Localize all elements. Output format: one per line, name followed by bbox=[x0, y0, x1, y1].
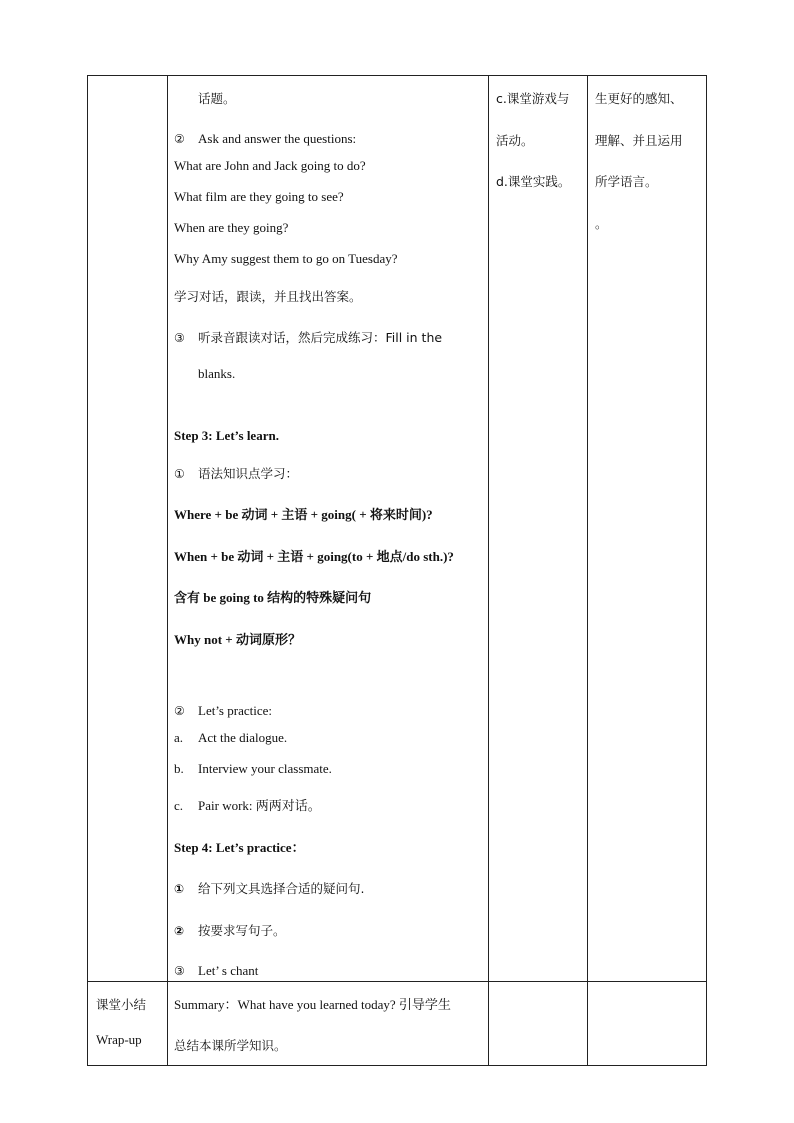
step4-item-text: Let’ s chant bbox=[198, 963, 259, 978]
question-line: Why Amy suggest them to go on Tuesday? bbox=[174, 251, 398, 266]
question-line: What film are they going to see? bbox=[174, 189, 344, 204]
method-line: d.课堂实践。 bbox=[496, 174, 571, 189]
practice-item-marker: c. bbox=[174, 798, 184, 813]
wrapup-summary-line-1: Summary：What have you learned today? 引导学生 bbox=[174, 997, 451, 1012]
column-divider bbox=[587, 75, 588, 1066]
purpose-line: 。 bbox=[595, 216, 608, 231]
wrapup-label-cn: 课堂小结 bbox=[96, 997, 147, 1012]
grammar-marker: ① bbox=[174, 467, 185, 481]
step4-item-text: 按要求写句子。 bbox=[198, 923, 286, 938]
step4-item-marker: ③ bbox=[174, 964, 185, 978]
listen-line-2: blanks. bbox=[198, 366, 236, 381]
practice-marker: ② bbox=[174, 704, 185, 718]
table-left-border bbox=[87, 75, 88, 1066]
table-bottom-border bbox=[87, 1065, 707, 1066]
practice-item-marker: b. bbox=[174, 761, 184, 776]
step4-item-marker: ② bbox=[174, 924, 185, 938]
qa-marker: ② bbox=[174, 132, 185, 146]
practice-heading: Let’s practice: bbox=[198, 703, 272, 718]
step3-title: Step 3: Let’s learn. bbox=[174, 428, 279, 443]
column-divider bbox=[488, 75, 489, 1066]
column-divider bbox=[167, 75, 168, 1066]
grammar-rule: Why not + 动词原形？ bbox=[174, 632, 301, 647]
purpose-line: 理解、并且运用 bbox=[595, 133, 683, 148]
table-right-border bbox=[706, 75, 707, 1066]
grammar-rule: Where + be 动词 + 主语 + going( + 将来时间)? bbox=[174, 507, 433, 522]
practice-item-marker: a. bbox=[174, 730, 184, 745]
practice-item-text: Act the dialogue. bbox=[198, 730, 288, 745]
practice-item-text: Interview your classmate. bbox=[198, 761, 332, 776]
wrapup-summary-line-2: 总结本课所学知识。 bbox=[174, 1038, 287, 1053]
grammar-rule: When + be 动词 + 主语 + going(to + 地点/do sth.)? bbox=[174, 549, 454, 564]
qa-note: 学习对话，跟读，并且找出答案。 bbox=[174, 289, 362, 304]
method-line: 活动。 bbox=[496, 133, 534, 148]
row-divider bbox=[87, 981, 707, 982]
listen-marker: ③ bbox=[174, 331, 185, 345]
step4-item-marker: ① bbox=[174, 882, 185, 896]
question-line: What are John and Jack going to do? bbox=[174, 158, 366, 173]
purpose-line: 生更好的感知、 bbox=[595, 91, 683, 106]
step4-title: Step 4: Let’s practice： bbox=[174, 840, 305, 855]
qa-heading: Ask and answer the questions: bbox=[198, 131, 357, 146]
method-line: c.课堂游戏与 bbox=[496, 91, 570, 106]
grammar-heading: 语法知识点学习： bbox=[198, 466, 299, 481]
table-top-border bbox=[87, 75, 707, 76]
step4-item-text: 给下列文具选择合适的疑问句. bbox=[198, 881, 365, 896]
listen-line-1: 听录音跟读对话，然后完成练习：Fill in the bbox=[198, 330, 443, 345]
wrapup-label-en: Wrap-up bbox=[96, 1032, 142, 1047]
topic-tail-text: 话题。 bbox=[198, 91, 236, 106]
question-line: When are they going? bbox=[174, 220, 289, 235]
practice-item-text: Pair work: 两两对话。 bbox=[198, 798, 321, 813]
grammar-rule: 含有 be going to 结构的特殊疑问句 bbox=[174, 590, 372, 605]
purpose-line: 所学语言。 bbox=[595, 174, 658, 189]
